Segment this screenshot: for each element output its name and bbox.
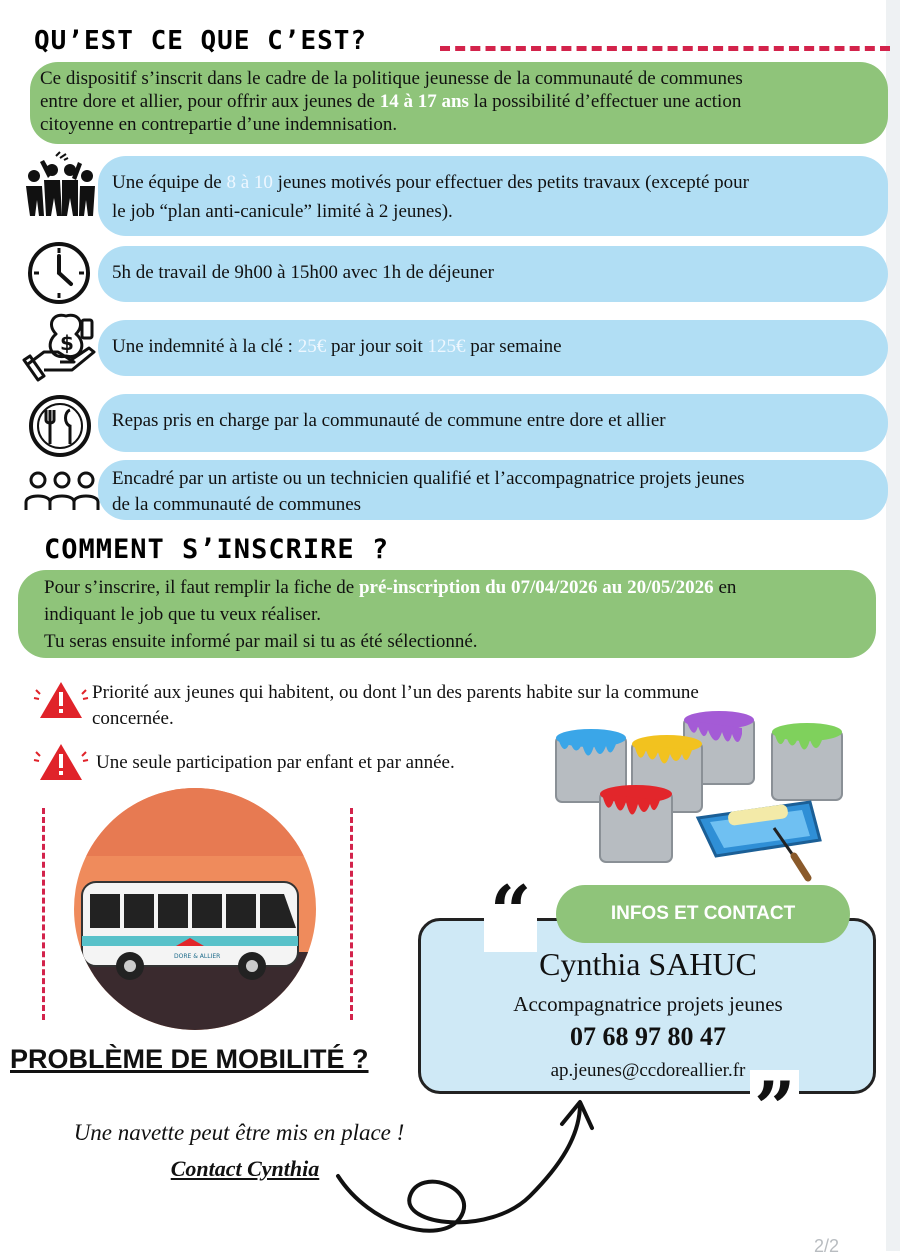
pay-per-day: 25€: [297, 336, 327, 357]
heading-dashes: [440, 46, 890, 51]
section-heading-what: QU’EST CE QUE C’EST?: [34, 26, 368, 56]
svg-text:$: $: [60, 331, 74, 355]
warning-icon: [30, 738, 92, 784]
supervision-row: Encadré par un artiste ou un technicien qualifié et l’accompagnatrice projets jeunes de la communauté de communes: [98, 460, 888, 520]
curly-arrow: [330, 1096, 620, 1246]
dashed-line-right: [350, 808, 353, 1020]
pay-row: Une indemnité à la clé : 25€ par jour soit 125€ par semaine: [98, 320, 888, 376]
single-participation-note: Une seule participation par enfant et par année.: [96, 752, 455, 773]
bus-logo-text: DORE & ALLIER: [174, 953, 221, 960]
team-row: Une équipe de 8 à 10 jeunes motivés pour effectuer des petits travaux (excepté pour le job “plan anti-canicule” limité à 2 jeunes).: [98, 156, 888, 236]
people-group-icon: [24, 470, 100, 514]
paint-buckets-illustration: [548, 706, 856, 884]
contact-phone[interactable]: 07 68 97 80 47: [570, 1022, 726, 1051]
registration-dates: pré-inscription du 07/04/2026 au 20/05/2026: [358, 577, 714, 598]
intro-paragraph: Ce dispositif s’inscrit dans le cadre de la politique jeunesse de la communauté de communes entre dore et allier, pour offrir aux jeunes de 14 à 17 ans la possibilité d’effectuer une action citoyenne en contrepartie d’une indemnisation.: [30, 62, 888, 144]
money-hand-icon: [20, 312, 100, 384]
mobility-heading: PROBLÈME DE MOBILITÉ ?: [10, 1044, 369, 1074]
right-edge-strip: [886, 0, 900, 1251]
contact-cynthia-link[interactable]: Contact Cynthia: [170, 1156, 320, 1181]
team-size: 8 à 10: [226, 172, 273, 193]
bus-illustration: [72, 786, 318, 1032]
meals-row: Repas pris en charge par la communauté de commune entre dore et allier: [98, 394, 888, 452]
shuttle-note: Une navette peut être mis en place !: [73, 1120, 405, 1145]
clock-icon: [26, 240, 92, 306]
warning-icon: [30, 676, 92, 722]
contact-role: Accompagnatrice projets jeunes: [513, 992, 783, 1016]
contact-email[interactable]: ap.jeunes@ccdoreallier.fr: [550, 1060, 746, 1081]
open-quote-icon: “: [484, 872, 537, 952]
team-icon: [20, 150, 100, 230]
age-range: 14 à 17 ans: [379, 91, 469, 112]
info-contact-tag: INFOS ET CONTACT: [556, 885, 850, 943]
close-quote-icon: ”: [750, 1070, 799, 1110]
page-indicator: 2/2: [814, 1236, 840, 1256]
hours-row: 5h de travail de 9h00 à 15h00 avec 1h de déjeuner: [98, 246, 888, 302]
contact-name: Cynthia SAHUC: [539, 946, 757, 982]
dashed-line-left: [42, 808, 45, 1020]
pay-per-week: 125€: [427, 336, 466, 357]
section-heading-register: COMMENT S’INSCRIRE ?: [44, 534, 390, 565]
priority-note: Priorité aux jeunes qui habitent, ou dont l’un des parents habite sur la commune concernée.: [92, 682, 699, 729]
meal-icon: [28, 394, 92, 458]
registration-paragraph: Pour s’inscrire, il faut remplir la fiche de pré-inscription du 07/04/2026 au 20/05/2026 en indiquant le job que tu veux réaliser. Tu seras ensuite informé par mail si tu as été sélectionné.: [18, 570, 876, 658]
